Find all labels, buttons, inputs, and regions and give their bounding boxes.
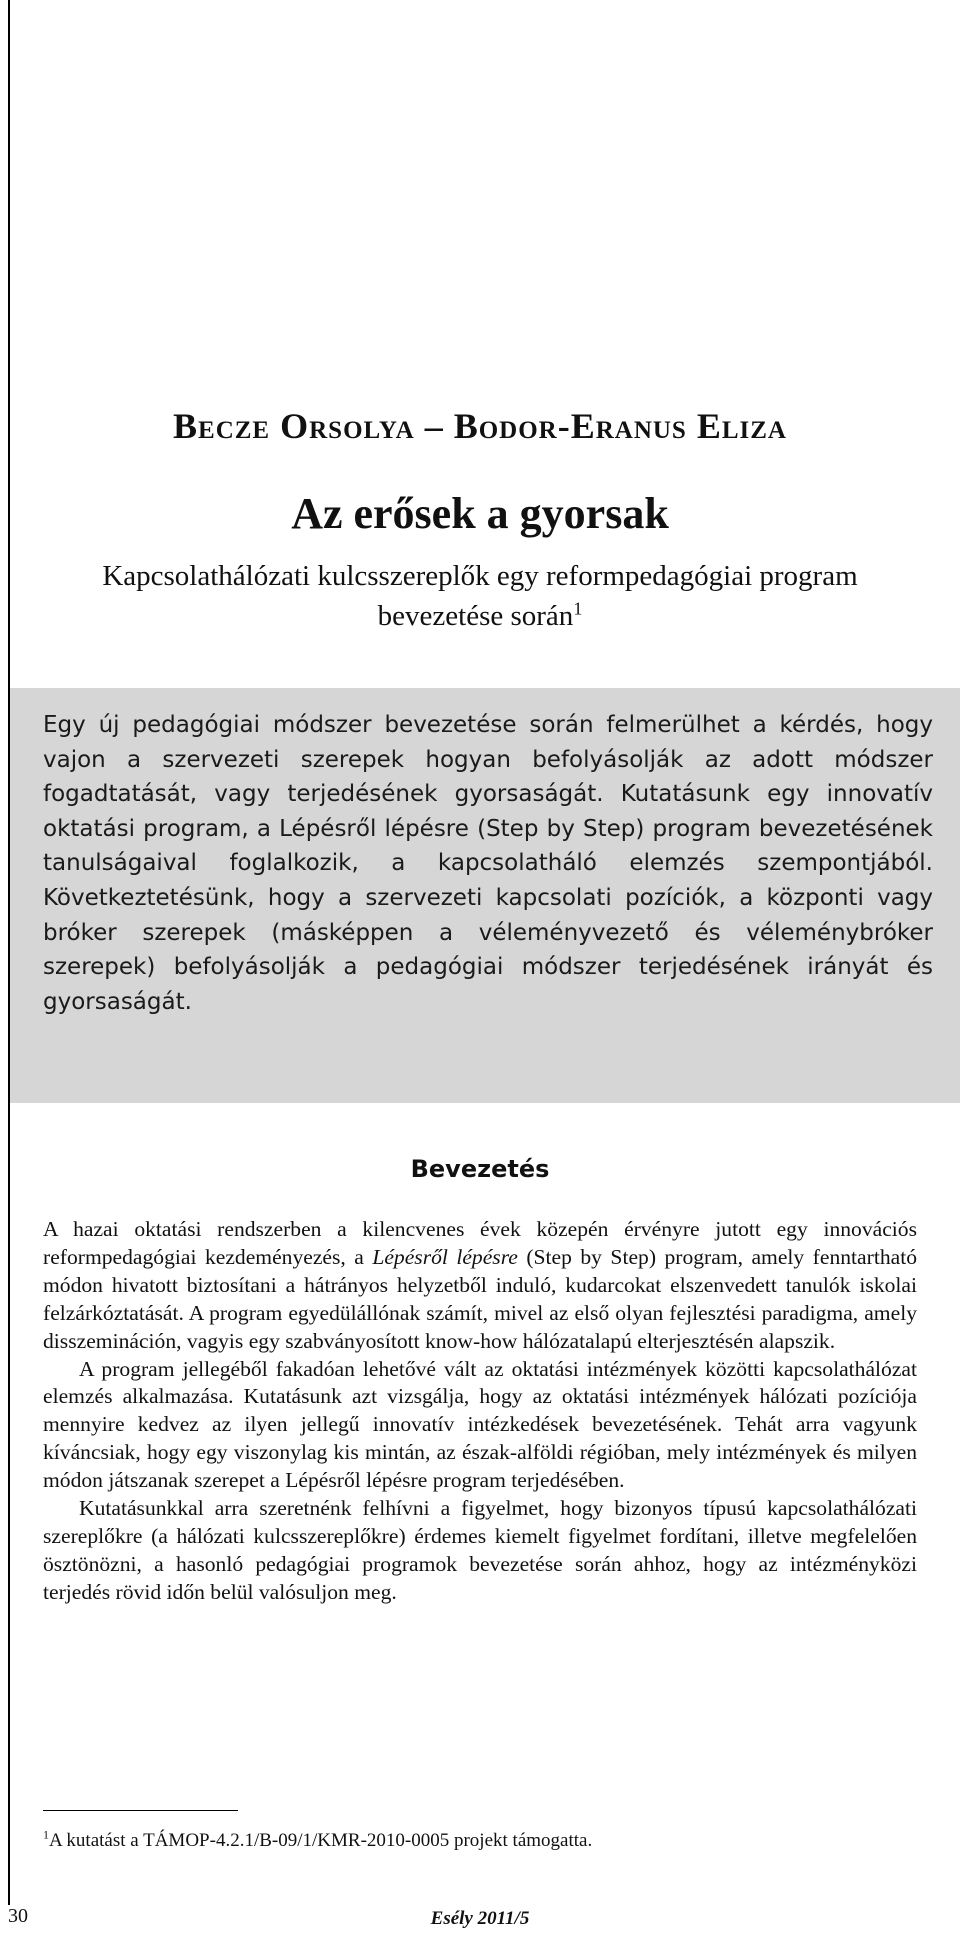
paragraph-1-end: (Step by Step) program, amely fenntartható módon hivatott biztosítani a hátrányos helyzetből induló, kudarcokat elszenvedett tanulók iskolai felzárkóztatását. A program egyedülállónak számít, mivel az első olyan fejlesztési paradigma, amely disszemináción, vagyis egy szabványosított know-how hálózatalapú elterjesztésén alapszik. <box>43 1244 918 1353</box>
journal-footer: Esély 2011/5 <box>430 1908 530 1929</box>
article-subtitle <box>60 556 900 636</box>
article-authors: Becze Orsolya – Bodor-Eranus Eliza <box>173 406 787 446</box>
paragraph-1 <box>43 1216 917 1356</box>
article-title: Az erősek a gyorsak <box>291 489 669 538</box>
footnote-mark: 1 <box>43 1827 49 1842</box>
footnote-separator <box>43 1810 238 1811</box>
program-name-italic: Lépésről lépésre <box>372 1244 518 1269</box>
footnote-text: A kutatást a TÁMOP-4.2.1/B-09/1/KMR-2010-0005 projekt támogatta. <box>49 1830 593 1851</box>
page-number: 30 <box>8 1905 28 1927</box>
subtitle-text: Kapcsolathálózati kulcsszereplők egy reformpedagógiai program bevezetése során <box>102 560 858 632</box>
subtitle-footnote-mark: 1 <box>573 598 583 619</box>
abstract-text: Egy új pedagógiai módszer bevezetése során felmerülhet a kérdés, hogy vajon a szervezeti szerepek hogyan befolyásolják az adott módszer fogadtatását, vagy terjedésének gyorsaságát. Kutatásunk egy innovatív oktatási program, a Lépésről lépésre (Step by Step) program bevezetésének tanulságaival foglalkozik, a kapcsolatháló elemzés szempontjából. Következtetésünk, hogy a szervezeti kapcsolati pozíciók, a központi vagy bróker szerepek (másképpen a véleményvezető és véleménybróker szerepek) befolyásolják a pedagógiai módszer terjedésének irányát és gyorsaságát. <box>43 712 933 1015</box>
paragraph-3: Kutatásunkkal arra szeretnénk felhívni a figyelmet, hogy bizonyos típusú kapcsolathálózati szereplőkre (a hálózati kulcsszereplőkre) érdemes kiemelt figyelmet fordítani, illetve megfelelően ösztönözni, a hasonló pedagógiai programok bevezetése során ahhoz, hogy az intézményközi terjedés rövid időn belül valósuljon meg. <box>43 1496 917 1604</box>
paragraph-2: A program jellegéből fakadóan lehetővé vált az oktatási intézmények közötti kapcsolathálózat elemzés alkalmazása. Kutatásunk azt vizsgálja, hogy az oktatási intézmények hálózati pozíciója mennyire kedvez az ilyen jellegű innovatív intézkedések bevezetésének. Tehát arra vagyunk kíváncsiak, hogy egy viszonylag kis mintán, az észak-alföldi régióban, mely intézmények és milyen módon játszanak szerepet a Lépésről lépésre program terjedésében. <box>43 1356 917 1493</box>
abstract-box <box>10 688 960 1103</box>
body-text <box>43 1216 917 1607</box>
footnote <box>43 1827 593 1852</box>
section-heading: Bevezetés <box>410 1155 550 1183</box>
paragraph-1-start: A hazai oktatási rendszerben a kilencvenes évek közepén érvényre jutott egy innovációs reformpedagógiai kezdeményezés, a <box>43 1217 917 1269</box>
